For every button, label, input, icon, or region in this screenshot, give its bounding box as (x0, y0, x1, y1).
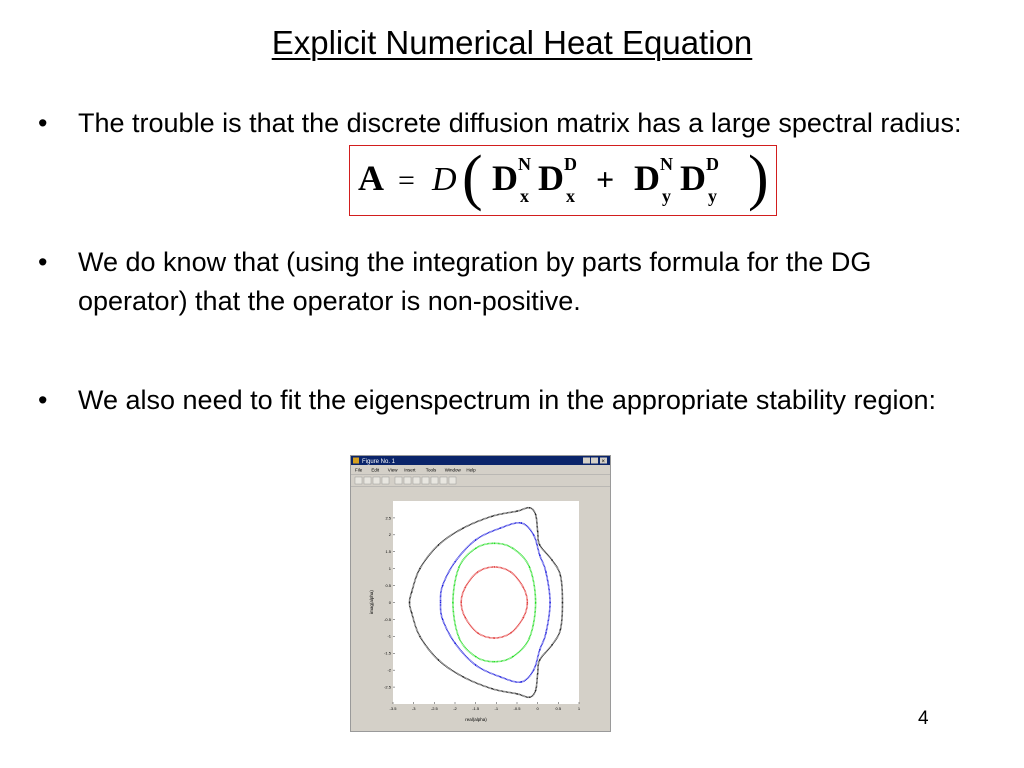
equation-lhs: A (358, 158, 384, 198)
data-point (510, 632, 511, 633)
close-icon: × (601, 458, 606, 465)
data-point (475, 656, 476, 657)
equation-subscript: y (662, 186, 671, 206)
figure-app-icon (353, 458, 359, 464)
data-point (539, 659, 540, 660)
menu-item-view[interactable]: View (387, 467, 398, 473)
bullet-text: We also need to fit the eigenspectrum in the appropriate stability region: (78, 385, 937, 415)
plot-area (393, 501, 579, 704)
menu-item-tools[interactable]: Tools (425, 467, 437, 473)
x-tick-label: 0.5 (555, 706, 562, 711)
data-point (452, 602, 453, 603)
page-number: 4 (918, 708, 929, 729)
data-point (529, 507, 530, 508)
data-point (551, 560, 552, 561)
minimize-button[interactable] (583, 458, 590, 464)
data-point (458, 566, 459, 567)
save-icon[interactable] (373, 477, 380, 484)
open-icon[interactable] (364, 477, 371, 484)
figure-window-title: Figure No. 1 (362, 459, 396, 465)
zoom-out-icon[interactable] (440, 477, 447, 484)
equation-superscript: D (564, 154, 577, 174)
data-point (535, 514, 536, 515)
equation-term: D (492, 158, 518, 198)
data-point (516, 693, 517, 694)
data-point (440, 602, 441, 603)
data-point (463, 527, 464, 528)
equation-open-paren: ( (462, 146, 483, 212)
data-point (539, 649, 540, 650)
menu-item-file[interactable]: File (355, 467, 363, 473)
data-point (523, 617, 524, 618)
data-point (549, 602, 550, 603)
equation-factor: D (432, 161, 457, 198)
data-point (454, 561, 455, 562)
bullet-glyph: • (38, 247, 48, 277)
y-axis-label: imag(alpha) (369, 590, 374, 614)
line-icon[interactable] (422, 477, 429, 484)
print-icon[interactable] (382, 477, 389, 484)
data-point (545, 632, 546, 633)
data-point (454, 642, 455, 643)
slide-title: Explicit Numerical Heat Equation (271, 24, 753, 61)
data-point (562, 602, 563, 603)
figure-toolbar (355, 477, 456, 484)
data-point (520, 681, 521, 682)
data-point (492, 688, 493, 689)
data-point (500, 527, 501, 528)
y-tick-label: 2 (388, 532, 391, 538)
data-point (539, 544, 540, 545)
menu-item-edit[interactable]: Edit (371, 467, 380, 473)
data-point (475, 539, 476, 540)
equation-superscript: N (660, 154, 673, 174)
x-tick-label: -2 (453, 706, 457, 711)
data-point (535, 602, 536, 603)
data-point (535, 690, 536, 691)
data-point (409, 602, 410, 603)
menu-item-insert[interactable]: Insert (404, 467, 416, 473)
data-point (438, 544, 439, 545)
arrow-icon[interactable] (395, 477, 402, 484)
y-tick-label: 1 (388, 566, 391, 572)
y-tick-label: -1 (387, 633, 391, 639)
data-point (537, 531, 538, 532)
data-point (551, 644, 552, 645)
rotate-icon[interactable] (449, 477, 456, 484)
y-tick-label: -0.5 (384, 616, 391, 622)
bullet-glyph: • (38, 108, 48, 138)
equation-term: D (538, 158, 564, 198)
menu-item-help[interactable]: Help (466, 467, 476, 473)
arrow-draw-icon[interactable] (413, 477, 420, 484)
data-point (510, 571, 511, 572)
x-tick-label: 0 (536, 706, 539, 711)
x-tick-label: -3.5 (389, 706, 397, 711)
data-point (461, 602, 462, 603)
data-point (442, 585, 443, 586)
equation-subscript: x (566, 186, 575, 206)
data-point (494, 543, 495, 544)
data-point (529, 697, 530, 698)
bullet-text: We do know that (using the integration by parts formula for the DG operator) that the operator is non-positive. (78, 247, 872, 316)
data-point (537, 673, 538, 674)
x-tick-label: 1 (577, 706, 581, 711)
data-point (523, 587, 524, 588)
data-point (477, 571, 478, 572)
data-point (516, 510, 517, 511)
equation-superscript: D (706, 154, 719, 174)
data-point (539, 554, 540, 555)
data-point (494, 661, 495, 662)
data-point (560, 575, 561, 576)
data-point (527, 602, 528, 603)
equation-plus: + (596, 161, 615, 197)
equation-term: D (680, 158, 706, 198)
data-point (411, 612, 412, 613)
data-point (492, 516, 493, 517)
data-point (545, 571, 546, 572)
data-point (458, 637, 459, 638)
data-point (529, 566, 530, 567)
data-point (419, 568, 420, 569)
data-point (500, 676, 501, 677)
y-tick-label: 0.5 (385, 582, 391, 588)
data-point (475, 548, 476, 549)
data-point (533, 534, 534, 535)
maximize-button[interactable] (591, 458, 598, 464)
bullet-text: The trouble is that the discrete diffusion matrix has a large spectral radius: (78, 108, 962, 138)
data-point (512, 656, 513, 657)
x-tick-label: -1.5 (472, 706, 480, 711)
figure-menu-bar (355, 468, 476, 473)
data-point (512, 548, 513, 549)
data-point (411, 592, 412, 593)
data-point (477, 632, 478, 633)
y-tick-label: 1.5 (385, 549, 391, 555)
data-point (419, 636, 420, 637)
bullet-glyph: • (38, 385, 48, 415)
data-point (529, 637, 530, 638)
equation-superscript: N (518, 154, 531, 174)
equation-close-paren: ) (748, 146, 769, 212)
x-tick-label: -3 (411, 706, 416, 711)
equation-term: D (634, 158, 660, 198)
data-point (442, 619, 443, 620)
equation-subscript: y (708, 186, 717, 206)
data-point (520, 522, 521, 523)
data-point (465, 617, 466, 618)
zoom-in-icon[interactable] (431, 477, 438, 484)
data-point (533, 669, 534, 670)
equation-subscript: x (520, 186, 529, 206)
y-tick-label: -2 (387, 667, 391, 673)
data-point (463, 676, 464, 677)
menu-item-window[interactable]: Window (444, 467, 461, 473)
data-point (560, 629, 561, 630)
data-point (438, 659, 439, 660)
data-point (475, 664, 476, 665)
x-tick-label: -0.5 (513, 706, 521, 711)
y-tick-label: -1.5 (384, 650, 391, 656)
figure-window (350, 455, 611, 732)
equation-equals: = (398, 164, 415, 197)
x-axis-label: real(alpha) (465, 717, 487, 722)
y-tick-label: 2.5 (385, 515, 391, 521)
text-icon[interactable] (404, 477, 411, 484)
y-tick-label: 0 (388, 599, 391, 605)
data-point (494, 566, 495, 567)
x-tick-label: -1 (494, 706, 499, 711)
data-point (465, 587, 466, 588)
data-point (494, 637, 495, 638)
y-tick-label: -2.5 (384, 684, 391, 690)
new-icon[interactable] (355, 477, 362, 484)
equation-box (349, 145, 777, 216)
x-tick-label: -2.5 (430, 706, 438, 711)
